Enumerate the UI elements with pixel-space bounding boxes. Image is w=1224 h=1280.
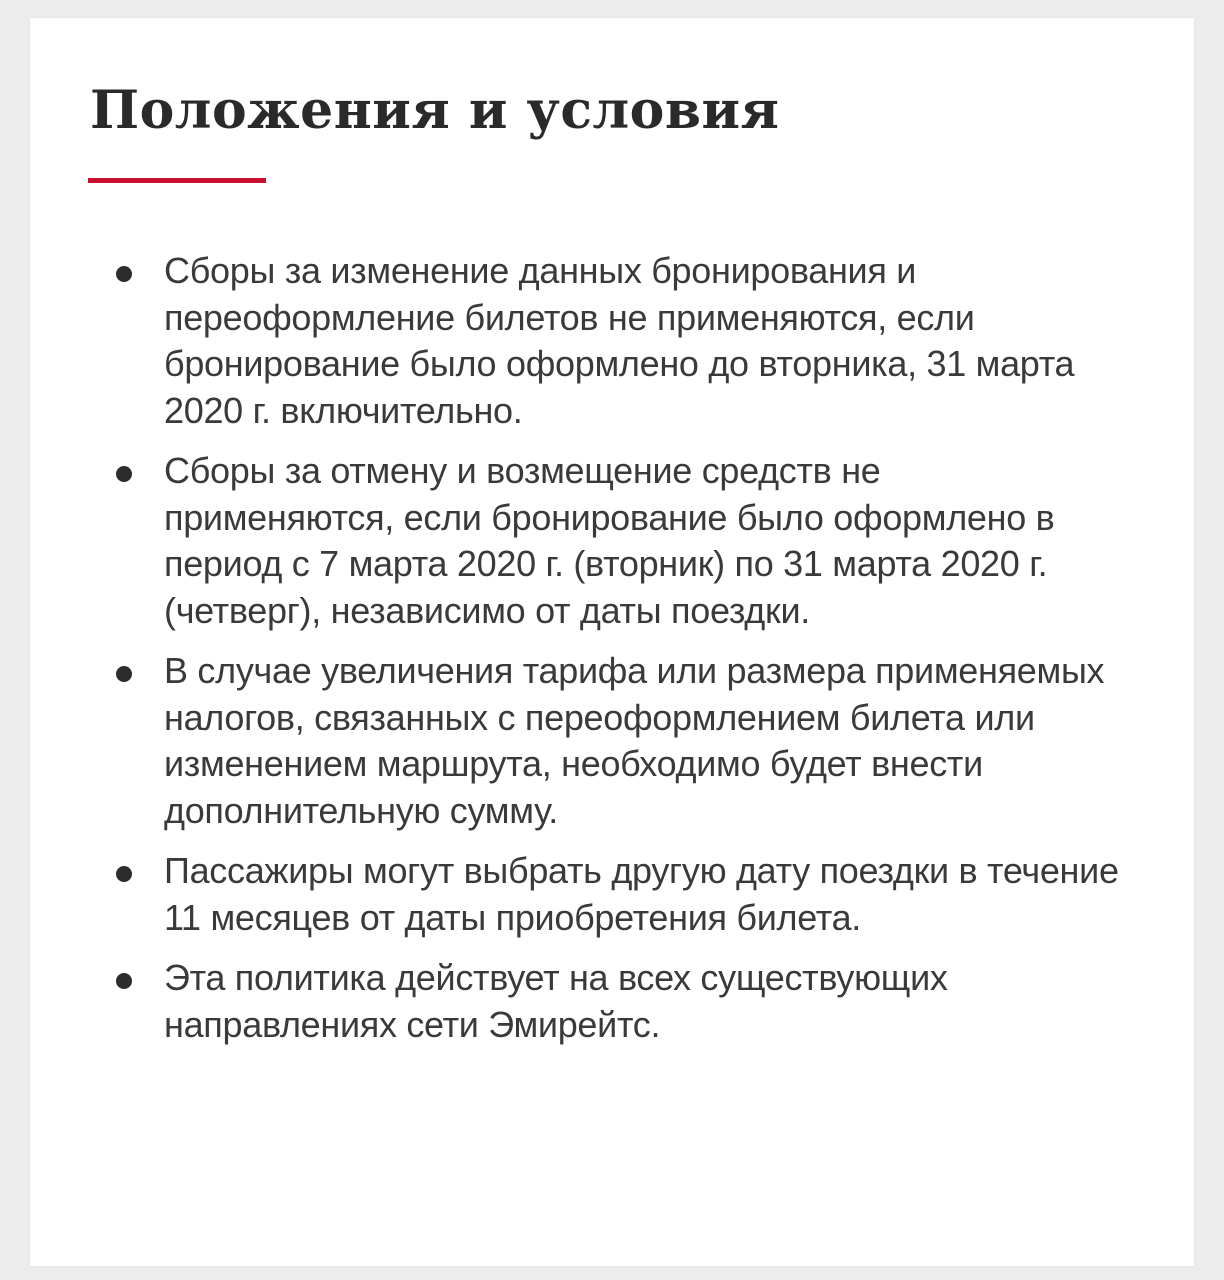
list-item — [110, 448, 1120, 634]
list-item — [110, 648, 1120, 834]
term-text: Пассажиры могут выбрать другую дату поездки в течение 11 месяцев от даты приобретения билета. — [164, 850, 1119, 938]
terms-list — [110, 248, 1120, 1062]
list-item — [110, 955, 1120, 1048]
bullet-icon — [116, 666, 132, 682]
bullet-icon — [116, 973, 132, 989]
page-title: Положения и условия — [90, 80, 780, 141]
bullet-icon — [116, 466, 132, 482]
term-text: Сборы за изменение данных бронирования и переоформление билетов не применяются, если бронирование было оформлено до вторника, 31 марта 2020 г. включительно. — [164, 250, 1075, 431]
term-text: В случае увеличения тарифа или размера применяемых налогов, связанных с переоформлением билета или изменением маршрута, необходимо будет внести дополнительную сумму. — [164, 650, 1105, 831]
list-item — [110, 248, 1120, 434]
bullet-icon — [116, 266, 132, 282]
terms-card — [30, 18, 1194, 1266]
term-text: Эта политика действует на всех существующих направлениях сети Эмирейтс. — [164, 957, 948, 1045]
list-item — [110, 848, 1120, 941]
bullet-icon — [116, 866, 132, 882]
term-text: Сборы за отмену и возмещение средств не применяются, если бронирование было оформлено в период с 7 марта 2020 г. (вторник) по 31 марта 2020 г. (четверг), независимо от даты поездки. — [164, 450, 1055, 631]
title-underline — [88, 178, 266, 183]
